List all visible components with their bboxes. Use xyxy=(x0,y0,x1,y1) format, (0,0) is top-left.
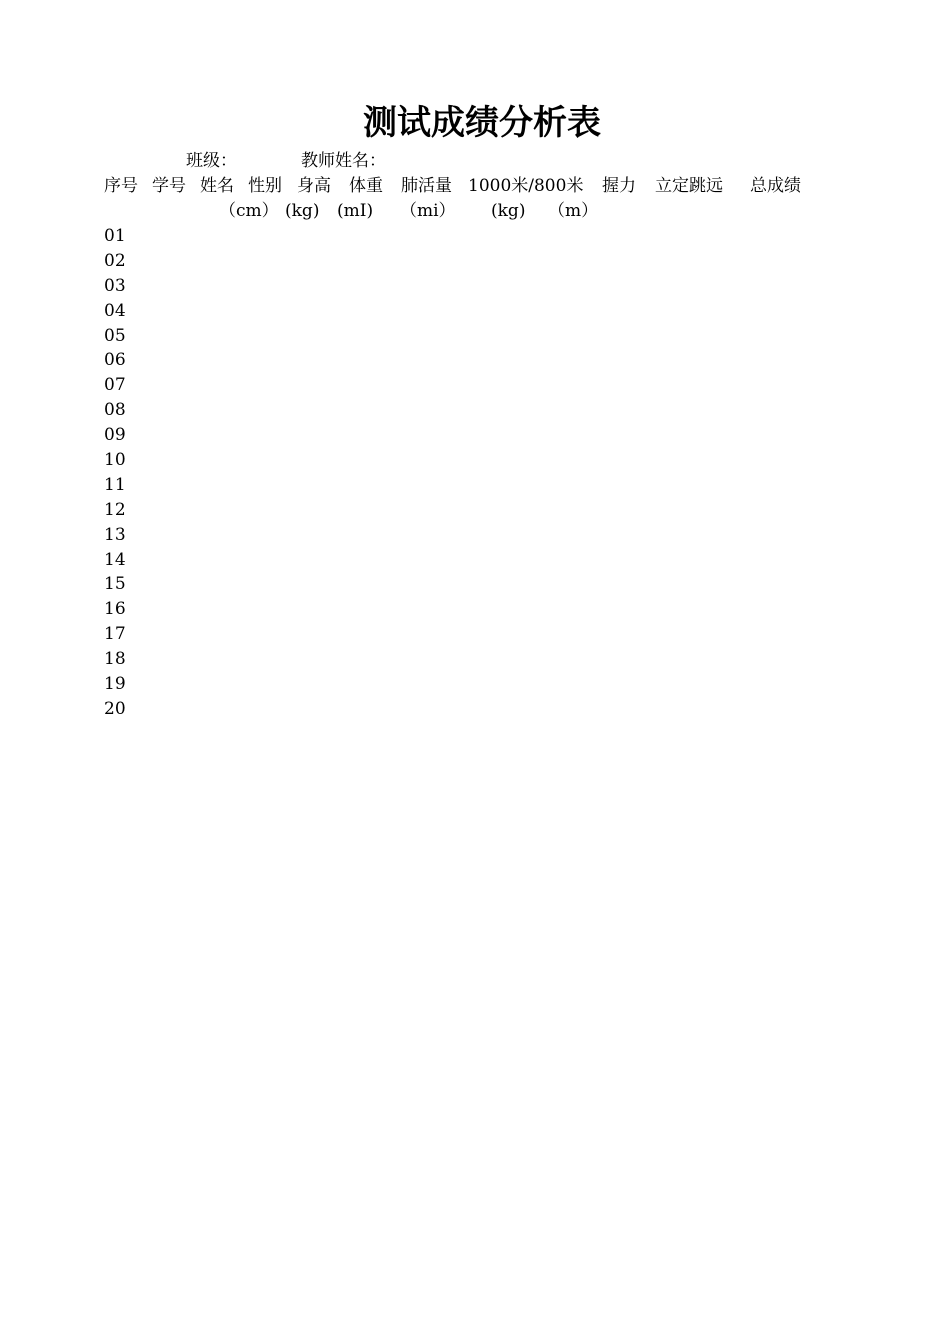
unit-standing-jump: （m） xyxy=(548,201,599,221)
row-number-list xyxy=(104,224,126,722)
unit-lung-capacity: (mI) xyxy=(337,201,374,221)
table-row: 17 xyxy=(104,624,126,645)
table-row: 19 xyxy=(104,674,126,695)
table-row: 01 xyxy=(104,226,126,246)
table-row: 08 xyxy=(104,400,126,421)
header-name: 姓名 xyxy=(200,176,234,196)
table-row: 14 xyxy=(104,549,126,570)
header-lung-capacity: 肺活量 xyxy=(401,176,452,196)
table-row: 18 xyxy=(104,649,126,670)
table-row: 13 xyxy=(104,524,126,545)
table-row: 09 xyxy=(104,425,126,446)
table-row: 16 xyxy=(104,599,126,620)
header-run: 1000米/800米 xyxy=(468,176,584,196)
table-row: 03 xyxy=(104,275,126,296)
document-title: 测试成绩分析表 xyxy=(363,103,601,143)
table-row: 20 xyxy=(104,698,126,719)
header-weight: 体重 xyxy=(349,176,383,196)
header-student-id: 学号 xyxy=(152,176,186,196)
unit-grip: (kg) xyxy=(491,201,526,221)
table-row: 10 xyxy=(104,450,126,471)
table-row: 15 xyxy=(104,574,126,595)
table-row: 07 xyxy=(104,375,126,396)
table-row: 12 xyxy=(104,499,126,520)
table-row: 11 xyxy=(104,474,126,495)
unit-weight: (kg) xyxy=(285,201,320,221)
class-label: 班级： xyxy=(186,151,237,171)
unit-run: （mi） xyxy=(400,201,456,221)
header-standing-jump: 立定跳远 xyxy=(655,176,723,196)
header-seq: 序号 xyxy=(104,176,138,196)
teacher-name-label: 教师姓名： xyxy=(301,151,386,171)
table-row: 04 xyxy=(104,300,126,321)
header-height: 身高 xyxy=(297,176,331,196)
header-total: 总成绩 xyxy=(750,176,801,196)
table-row: 06 xyxy=(104,350,126,371)
table-row: 05 xyxy=(104,325,126,346)
header-grip: 握力 xyxy=(602,176,636,196)
unit-height: （cm） xyxy=(219,201,279,221)
table-row: 02 xyxy=(104,250,126,271)
header-gender: 性别 xyxy=(248,176,282,196)
